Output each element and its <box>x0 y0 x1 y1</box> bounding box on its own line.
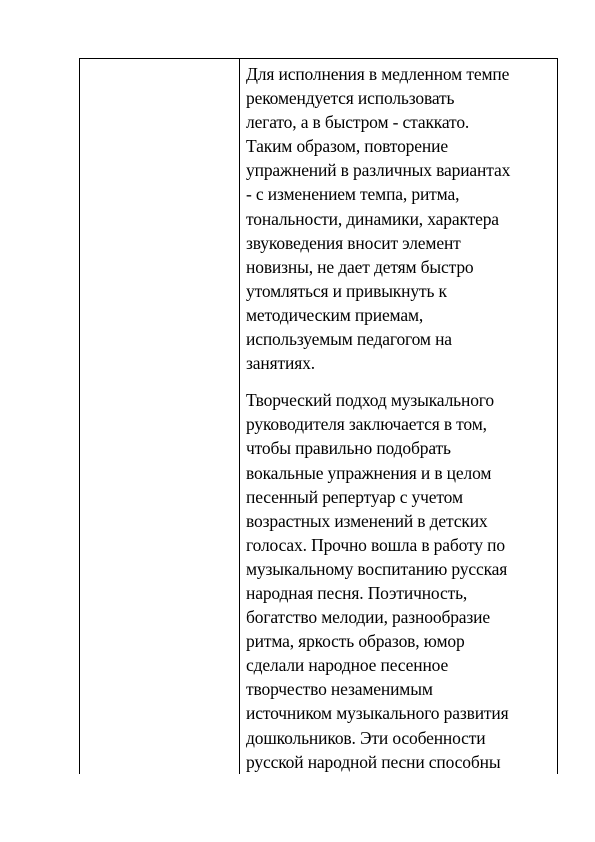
text-line: ритма, яркость образов, юмор <box>246 631 465 652</box>
text-line: вокальные упражнения и в целом <box>246 462 492 483</box>
text-line: занятиях. <box>246 353 315 374</box>
paragraph-2 <box>246 388 551 774</box>
text-line: сделали народное песенное <box>246 655 449 676</box>
text-line: используемым педагогом на <box>246 329 452 350</box>
text-line: методическим приемам, <box>246 304 424 325</box>
table-cell-left <box>80 59 240 774</box>
text-line: - с изменением темпа, ритма, <box>246 184 460 205</box>
text-line: упражнений в различных вариантах <box>246 160 511 181</box>
text-line: источником музыкального развития <box>246 703 509 724</box>
text-line: Таким образом, повторение <box>246 136 448 157</box>
text-line: дошкольников. Эти особенности <box>246 727 486 748</box>
text-line: голосах. Прочно вошла в работу по <box>246 534 505 555</box>
text-line: звуковедения вносит элемент <box>246 232 461 253</box>
text-line: утомляться и привыкнуть к <box>246 280 447 301</box>
text-line: возрастных изменений в детских <box>246 510 488 531</box>
document-table <box>79 58 558 774</box>
text-line: песенный репертуар с учетом <box>246 486 463 507</box>
text-line: музыкальному воспитанию русская <box>246 558 508 579</box>
text-line: легато, а в быстром - стаккато. <box>246 112 470 133</box>
text-line: чтобы правильно подобрать <box>246 438 451 459</box>
table-cell-right <box>240 59 557 774</box>
text-line: руководителя заключается в том, <box>246 414 487 435</box>
text-line: богатство мелодии, разнообразие <box>246 607 491 628</box>
text-line: Творческий подход музыкального <box>246 390 495 411</box>
text-line: народная песня. Поэтичность, <box>246 582 468 603</box>
text-line: Для исполнения в медленном темпе <box>246 64 510 84</box>
text-line: творчество незаменимым <box>246 679 433 700</box>
text-line: тональности, динамики, характера <box>246 208 499 229</box>
text-line: русской народной песни способны <box>246 751 501 772</box>
text-line: новизны, не дает детям быстро <box>246 256 474 277</box>
text-line: рекомендуется использовать <box>246 88 455 109</box>
paragraph-1 <box>246 62 551 375</box>
